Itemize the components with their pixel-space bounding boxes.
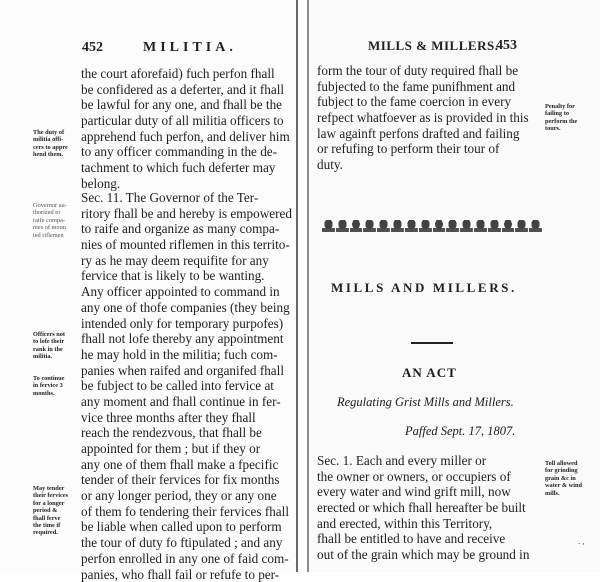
section-title: MILLS AND MILLERS.: [331, 280, 517, 296]
text-line: Governor au-: [33, 202, 67, 209]
text-line: Toll allowed: [545, 460, 582, 467]
text-line: to any officer commanding in the de-: [81, 144, 299, 160]
text-line: be confidered as a deferter, and it fhall: [81, 82, 299, 98]
text-line: tours.: [545, 125, 577, 132]
text-line: be liable when called upon to perform: [81, 519, 299, 535]
text-line: and erected, within this Territory,: [317, 516, 539, 532]
margin-note: [33, 202, 67, 239]
divider-rule: [411, 342, 453, 344]
text-line: hend them.: [33, 151, 68, 158]
text-line: months.: [33, 390, 64, 397]
margin-note: [545, 460, 582, 497]
right-page-number: 453: [496, 38, 517, 54]
margin-note: [33, 485, 68, 537]
text-line: panies when raifed and organifed fhall: [81, 363, 299, 379]
text-line: The duty of: [33, 129, 68, 136]
fleuron-icon: [460, 220, 473, 232]
text-line: fervice that is likely to be wanting.: [81, 268, 299, 284]
margin-note: [33, 375, 64, 397]
fleuron-icon: [405, 220, 418, 232]
text-line: duty.: [317, 157, 539, 173]
text-line: reach the rendezvous, that fhall be: [81, 425, 299, 441]
fleuron-icon: [515, 220, 528, 232]
text-line: to raife and organize as many compa-: [81, 221, 299, 237]
fleuron-icon: [433, 220, 446, 232]
text-line: grain &c in: [545, 475, 582, 482]
text-line: belong.: [81, 176, 299, 192]
text-line: apprehend fuch perfon, and deliver him: [81, 129, 299, 145]
text-line: fubjected to the fame punifhment and: [317, 79, 539, 95]
fleuron-icon: [391, 220, 404, 232]
text-line: Sec. 11. The Governor of the Ter-: [81, 190, 299, 206]
right-body-part2: [317, 453, 539, 563]
text-line: law againft perfons drafted and failing: [317, 126, 539, 142]
fleuron-icon: [446, 220, 459, 232]
text-line: any one of them fhall make a fpecific: [81, 457, 299, 473]
text-line: failing to: [545, 110, 577, 117]
text-line: intended only for temporary purpofes): [81, 316, 299, 332]
act-subtitle: Regulating Grist Mills and Millers.: [337, 395, 514, 410]
text-line: required.: [33, 529, 68, 536]
ornament-border: [322, 218, 542, 232]
print-mark: . ‚: [578, 538, 585, 546]
margin-note: [33, 331, 65, 361]
text-line: ted riflemen: [33, 232, 67, 239]
text-line: ry as he may deem requifite for any: [81, 253, 299, 269]
fleuron-icon: [322, 220, 335, 232]
text-line: Sec. 1. Each and every miller or: [317, 453, 539, 469]
text-line: Penalty for: [545, 103, 577, 110]
left-body-part2: [81, 190, 299, 582]
right-running-title: MILLS & MILLERS.: [368, 38, 498, 54]
left-running-title: MILITIA.: [143, 40, 237, 56]
fleuron-icon: [419, 220, 432, 232]
text-line: the court aforefaid) fuch perfon fhall: [81, 66, 299, 82]
text-line: tachment to which fuch deferter may: [81, 160, 299, 176]
text-line: the tour of duty fo ftipulated ; and any: [81, 535, 299, 551]
text-line: militia offi-: [33, 136, 68, 143]
left-page-number: 452: [82, 40, 103, 56]
text-line: water & wind: [545, 482, 582, 489]
text-line: period &: [33, 507, 68, 514]
text-line: in fervice 3: [33, 382, 64, 389]
text-line: Any officer appointed to command in: [81, 284, 299, 300]
fleuron-icon: [363, 220, 376, 232]
margin-note: [545, 103, 577, 133]
act-passed-date: Paffed Sept. 17, 1807.: [405, 424, 515, 439]
text-line: fhall not lofe thereby any appointment: [81, 331, 299, 347]
text-line: or any longer period, they or any one: [81, 488, 299, 504]
text-line: be fubject to be called into fervice at: [81, 378, 299, 394]
text-line: form the tour of duty required fhall be: [317, 63, 539, 79]
left-body-part1: [81, 66, 299, 192]
act-title: AN ACT: [402, 365, 457, 381]
text-line: To continue: [33, 375, 64, 382]
text-line: nies of moun: [33, 224, 67, 231]
text-line: any one of thofe companies (they being: [81, 300, 299, 316]
text-line: cers to appre: [33, 144, 68, 151]
text-line: mills.: [545, 490, 582, 497]
text-line: erected or which fhall hereafter be built: [317, 500, 539, 516]
text-line: appointed for them ; but if they or: [81, 441, 299, 457]
text-line: be lawful for any one, and fhall be the: [81, 97, 299, 113]
text-line: Officers not: [33, 331, 65, 338]
text-line: raife compa-: [33, 217, 67, 224]
text-line: militia.: [33, 353, 65, 360]
text-line: the time if: [33, 522, 68, 529]
fleuron-icon: [350, 220, 363, 232]
right-body-part1: [317, 63, 539, 173]
text-line: thorized to: [33, 209, 67, 216]
text-line: or refufing to perform their tour of: [317, 141, 539, 157]
text-line: perfon enrolled in any one of faid com-: [81, 551, 299, 567]
text-line: of them fo tendering their fervices fhall: [81, 504, 299, 520]
fleuron-icon: [529, 220, 542, 232]
text-line: for a longer: [33, 500, 68, 507]
text-line: vice three months after they fhall: [81, 410, 299, 426]
text-line: perform the: [545, 118, 577, 125]
text-line: out of the grain which may be ground in: [317, 547, 539, 563]
text-line: their fervices: [33, 492, 68, 499]
text-line: panies, who fhall fail or refufe to per-: [81, 567, 299, 582]
fleuron-icon: [377, 220, 390, 232]
fleuron-icon: [502, 220, 515, 232]
text-line: particular duty of all militia officers to: [81, 113, 299, 129]
text-line: ritory fhall be and hereby is empowered: [81, 206, 299, 222]
text-line: to lofe their: [33, 338, 65, 345]
text-line: he may hold in the militia; fuch com-: [81, 347, 299, 363]
text-line: tender of their fervices for fix months: [81, 472, 299, 488]
text-line: fhall be entitled to have and receive: [317, 531, 539, 547]
text-line: rank in the: [33, 346, 65, 353]
text-line: May tender: [33, 485, 68, 492]
text-line: every water and wind grift mill, now: [317, 484, 539, 500]
text-line: for grinding: [545, 467, 582, 474]
gutter-edge: [307, 0, 309, 572]
fleuron-icon: [474, 220, 487, 232]
text-line: the owner or owners, or occupiers of: [317, 469, 539, 485]
text-line: fhall ferve: [33, 515, 68, 522]
fleuron-icon: [336, 220, 349, 232]
fleuron-icon: [488, 220, 501, 232]
text-line: nies of mounted riflemen in this territo-: [81, 237, 299, 253]
text-line: fubject to the fame coercion in every: [317, 94, 539, 110]
margin-note: [33, 129, 68, 159]
text-line: refpect whatfoever as is provided in this: [317, 110, 539, 126]
text-line: any moment and fhall continue in fer-: [81, 394, 299, 410]
